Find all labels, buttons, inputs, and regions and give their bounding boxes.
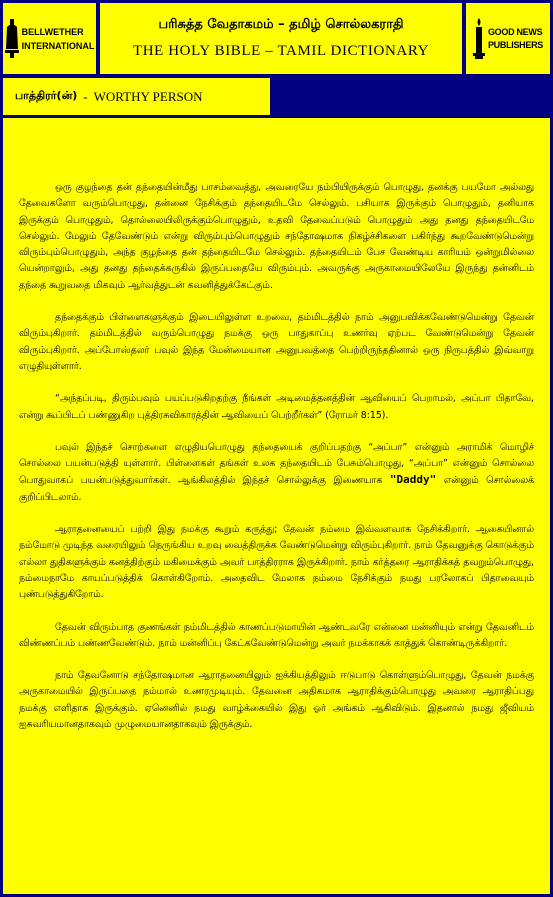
bellwether-logo <box>3 3 96 74</box>
dictionary-title <box>100 3 462 74</box>
candle-icon <box>473 18 485 60</box>
paragraph-4 <box>19 440 534 506</box>
paragraph-4-text: பவுல் இந்தச் சொற்களை எழுதியபொழுது தந்தையைக் குறிப்பதற்கு “அப்பா” என்னும் அராமிக் மொழிச் சொல்லை பயன்படுத்தி யுள்ளார். பிள்ளைகள் தங்கள் உலக தந்தையிடம் பேசும்பொழுது, “அப்பா” என்னும் சொல்லை பொதுவாகப் பயன்படுத்துவார்கள். ஆங்கிலத்தில் இந்தச் சொல்லுக்கு இணையாக <box>19 441 534 487</box>
good-news-logo <box>466 3 550 74</box>
entry-word-tamil: பாத்திரர்(ன்) <box>15 89 78 102</box>
paragraph-2: தந்தைக்கும் பிள்ளைகளுக்கும் இடையிலுள்ள உறவை, தம்மிடத்தில் நாம் அனுபவிக்கவேண்டுமென்று தேவன் விரும்புகிறார். தம்மிடத்தில் வரும்பொழுது நமக்கு ஒரு பாதுகாப்பு உணர்வு ஏற்பட வேண்டுமென்று தேவன் விரும்புகிறார். அப்போஸ்தலர் பவுல் இந்த மேன்மையான அனுபவத்தை பெற்றிருந்ததினால் ஒரு நிருபத்தில் இவ்வாறு எழுதியுள்ளார். <box>19 312 534 372</box>
paragraph-7: நாம் தேவனோடு சந்தோஷமான ஆராதனையிலும் ஐக்கியத்திலும் ஈடுபாடு கொள்ளும்பொழுது, தேவன் நமக்கு அருகாமையில் இருப்பதை நம்மால் உணரமுடியும். தேவனை அதிகமாக ஆராதிக்கும்பொழுது அவரை ஆராதிப்பது நமக்கு எளிதாக இருக்கும். ஏனெனில் நமது வாழ்க்கையில் இது ஓர் அங்கம் ஆகிவிடும். இதனால் நமது ஜீவியம் ஐசுவரியமானதாகவும் முழுமையானதாகவும் இருக்கும். <box>19 670 534 731</box>
paragraph-5: ஆராதனையைப் பற்றி இது நமக்கு கூறும் கருத்து; தேவன் நம்மை இவ்வளவாக நேசிக்கிறார். ஆகையினால் நம்மோடு முடிந்த வரையிலும் நெருங்கிய உறவு வைத்திருக்க வேண்டுமென்று விரும்புகிறார். நாம் தேவனுக்கு கொடுக்கும் எல்லா துதிகளுக்கும் கனத்திற்கும் மகிமைக்கும் அவர் பாத்திரராக இருக்கிறார். நாம் கர்த்தரை ஆராதிக்கத் தவறும்பொழுது, நம்மைநாமே காயப்படுத்திக் கொள்கிறோம். அதைவிட மேலாக நம்மை நேசிக்கும் நமது பரலோகப் பிதாவையும் புண்படுத்துகிறோம். <box>19 524 534 601</box>
good-news-logo-text: GOOD NEWS PUBLISHERS <box>487 26 543 50</box>
paragraph-3-quote: “அந்தப்படி, திரும்பவும் பயப்படுகிறதற்கு நீங்கள் அடிமைத்தனத்தின் ஆவியைப் பெறாமல், அப்பா பிதாவே, என்று கூப்பிடப் பண்ணுகிற புத்திரசுவிகாரத்தின் ஆவியைப் பெற்றீர்கள்” (ரோமர் 8:15). <box>19 393 534 421</box>
entry-separator: - <box>83 88 88 104</box>
bell-icon <box>5 19 19 59</box>
bellwether-logo-text: BELLWETHER INTERNATIONAL <box>21 26 95 51</box>
entry-body <box>3 118 550 894</box>
paragraph-6: தேவன் விரும்பாத குணங்கள் நம்மிடத்தில் காணப்படுமாயின் ஆண்டவரே என்னை மன்னியும் என்று தேவனிடம் விண்ணப்பம் பண்ணவேண்டும். நாம் மன்னிப்பு கேட்கவேண்டுமென்று அவர் நமக்காகக் காத்துக் கொண்டிருக்கிறார். <box>19 621 534 649</box>
title-english: THE HOLY BIBLE – TAMIL DICTIONARY <box>132 43 430 59</box>
entry-word-english: WORTHY PERSON <box>93 88 203 104</box>
daddy-word: "Daddy" <box>389 473 437 487</box>
title-tamil: பரிசுத்த வேதாகமம் – தமிழ் சொல்லகராதி <box>158 17 404 32</box>
entry-heading <box>3 78 270 115</box>
paragraph-1: ஒரு குழந்தை தன் தந்தையின்மீது பாசம்வைத்து, அவரையே நம்பியிருக்கும் பொழுது, தனக்கு பயமோ அல்லது தேவைகளோ வரும்பொழுது, தன்னை நேசிக்கும் தந்தையிடமே செல்லும். பசியாக இருக்கும் பொழுதும், தனியாக இருக்கும் பொழுதும், தொல்லையிலிருக்கும்பொழுதும், உதவி தேவைப்படும் பொழுதும் அது தனது தந்தையிடமே செல்லும். மேலும் தேவேண்டும் என்று விரும்பும்பொழுதும் சந்தோஷமாக நிகழ்ச்சிகளை பகிர்ந்து கூறவேண்டுமென்று விரும்பும்பொழுதும், அந்த குழந்தை தன் தந்தையிடமே செல்லும். தந்தையிடம் பேச வேண்டிய காரியம் ஒன்றுமில்லை யென்றாலும், அது தனது தந்தைக்கருகில் இருப்பதையே விரும்பும். அவருக்கு அருகாமையிலேயே இருந்து தன்னிடம் தந்தை கூறுவதை மிகவும் ஆர்வத்துடன் கவனித்துக்கேட்கும். <box>19 182 534 291</box>
paragraph-4-suffix: என்னும் சொல்லைக் குறிப்பிடலாம். <box>19 475 534 503</box>
